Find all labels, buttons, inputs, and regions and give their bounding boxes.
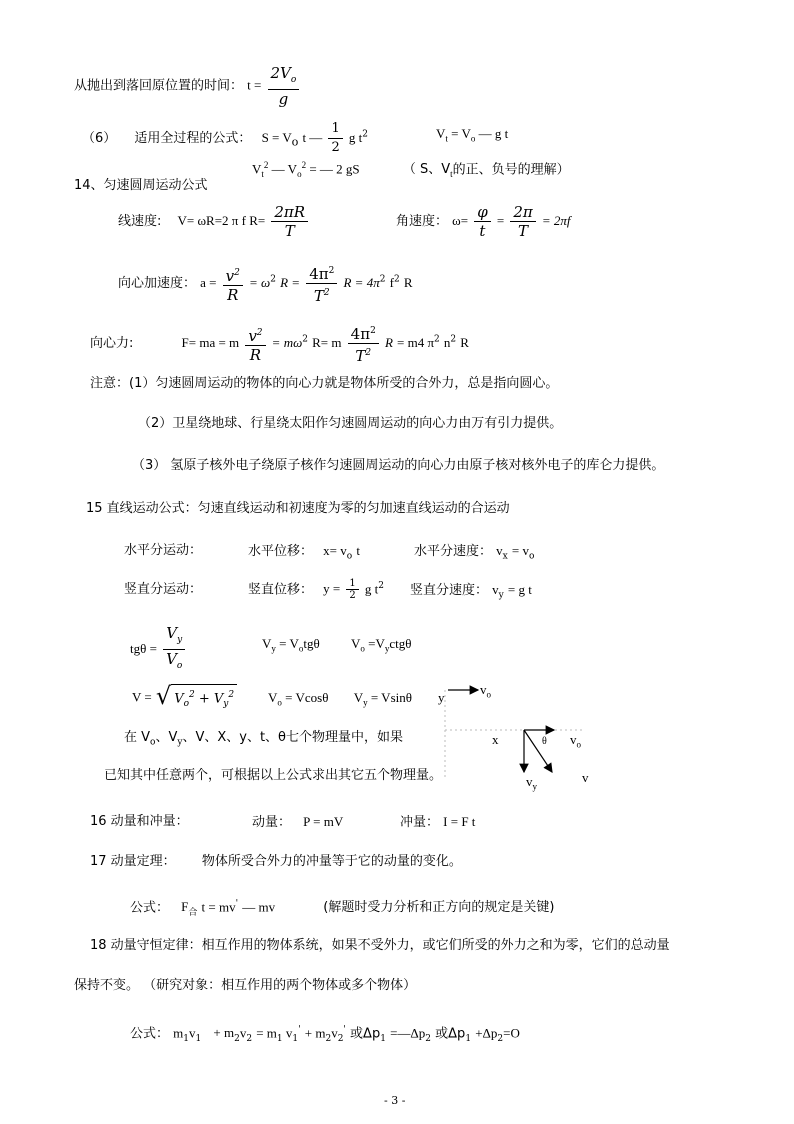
line-horizontal-velocity [414,543,534,565]
line-momentum [252,814,343,831]
line-vt2-formula [252,157,570,182]
sub: y [363,697,368,708]
r: R [460,335,469,350]
fraction-4pi2-T2 [348,322,379,365]
label: （6） [82,131,117,146]
x-t: t [356,543,360,558]
den: T [518,222,529,240]
sub: x [502,551,508,562]
sub: y [384,643,390,654]
sub: 合 [188,907,198,918]
sub: 1 [276,1033,283,1044]
label: 线速度: [118,214,162,229]
sup: 2 [370,326,376,336]
den: T [284,222,295,240]
sub: o [470,133,476,144]
v: v [480,682,487,697]
x-eq: x= v [323,543,347,558]
sub: o [150,737,156,748]
sub: 2 [246,1033,253,1044]
num: 1 [346,578,358,590]
sub: o [277,697,282,708]
v: v [331,1025,338,1041]
eq: = V [279,636,299,651]
label: 动量： [252,815,292,830]
sup: 2 [302,334,308,345]
sub: t [450,168,453,179]
tg: tgθ = [130,641,157,656]
num: 4π [309,265,329,283]
sup: 2 [362,129,368,140]
w-eq: ω= [452,213,469,228]
vt-end: — g t [478,126,509,141]
sub: y [177,737,183,748]
den: R [249,345,262,364]
line-conservation-cont: 保持不变。 （研究对象：相互作用的两个物体或多个物体） [74,978,417,993]
e2: V [353,690,364,705]
e1: V [262,636,272,651]
eq: =V [368,636,385,651]
m: m [173,1025,184,1041]
sub: 2 [234,1033,240,1044]
note: (解题时受力分析和正方向的规定是关键) [323,900,555,916]
f-eq: F= ma = m [181,335,240,350]
note-2: （2）卫星绕地球、行星绕太阳作匀速圆周运动的向心力由万有引力提供。 [138,416,563,431]
line-vy-vo-tg [262,636,411,657]
sup: 2 [378,581,385,591]
eq: R= m [312,335,342,350]
a: V [252,161,262,177]
fraction-vy-vo [163,624,185,675]
a-eq: a = [200,275,217,290]
den: R [227,285,239,304]
v: v [526,774,533,789]
tg: tgθ [303,636,320,651]
fraction-half [346,578,358,601]
eq: = m [256,1025,277,1041]
line-linear-speed [118,203,310,240]
vt-rest: = V [451,126,471,141]
label: 公式： [130,900,170,916]
c: = — 2 gS [309,161,360,177]
s-t: t — [302,130,323,145]
or: 或Δp [435,1026,466,1042]
num: v [248,326,257,345]
line-horizontal-motion [124,543,202,559]
line-horizontal-displacement [248,543,360,565]
v-arrow [524,730,552,772]
sub: o [486,689,491,700]
line-vo-vy-trig [268,690,412,711]
p-eq: P = mV [303,814,344,829]
sub: o [346,551,353,562]
eq: R = 4π [343,275,380,290]
v: v [239,1025,247,1041]
label: 水平分运动： [124,543,203,558]
plus: + m [304,1025,326,1041]
a: 在 V [124,730,151,745]
ctg: ctgθ [389,636,412,651]
fraction-2pi-T [510,203,535,240]
rest: t = mv [201,899,236,915]
t-eq: t = [247,77,262,93]
label: 水平位移： [248,544,314,559]
y-rest: g t [364,581,379,597]
label: 向心力: [90,336,134,351]
sub: 1 [292,1033,299,1044]
sub: o [290,75,297,85]
num: v [225,266,235,285]
v: v [570,732,577,747]
r: R [403,275,413,290]
b: 、V [155,730,178,745]
sub: y [177,635,183,645]
sup: 2 [228,690,235,700]
sup: 2 [450,334,457,345]
diagram-label-theta: θ [542,736,547,747]
label: 16 动量和冲量： [90,814,189,829]
eq: = ω [249,275,271,290]
sub: o [176,661,183,671]
prime: ' [235,899,239,909]
num: 2π [510,203,535,222]
line-momentum-formula [130,896,554,921]
sub: t [261,168,264,179]
sub: 1 [183,1033,190,1044]
label: 角速度： [396,214,449,229]
vt: V [436,126,446,141]
sup: 2 [434,334,440,345]
line-any-two: 已知其中任意两个，可根据以上公式求出其它五个物理量。 [104,768,443,783]
sub: 1 [465,1033,472,1044]
note: （ S、V [402,162,451,178]
sup: 2 [234,267,240,278]
sub: y [498,590,504,601]
sup: 2 [323,288,330,298]
eq: = [496,213,505,228]
den: t [479,222,486,240]
fraction-v2-R [223,264,243,304]
n: n [443,335,451,350]
diagram-label-vo-top [480,682,491,703]
sub: 2 [497,1033,504,1044]
fraction-4pi2-T2 [306,262,337,305]
plus: + V [198,691,224,707]
sub: 1 [195,1033,202,1044]
sqrt: √ $V_o^2 + V_y^2$ [156,684,237,712]
sub: y [532,781,537,792]
eq: = g t [507,582,532,597]
sub: t [445,133,448,144]
fraction-v2-R [245,324,265,364]
sup: 2 [393,274,400,285]
fraction-half [328,120,342,157]
sup: 2 [301,160,307,170]
sub: o [576,739,581,750]
line-vertical-velocity [410,582,532,604]
eq: =—Δp [390,1025,426,1041]
fraction-2piR-T [271,203,308,240]
diagram-label-y: y [438,690,445,705]
i-eq: I = F t [443,814,476,829]
line-vertical-motion [124,582,202,598]
num: 2πR [271,203,308,222]
e1: V [268,690,278,705]
line-vt-formula [436,126,508,147]
eq: = m4 π [397,335,435,350]
sub: 2 [325,1033,332,1044]
text: 适用全过程的公式： [134,131,252,146]
line-centripetal-force [90,322,469,365]
line-impulse [400,814,475,831]
line-tg [130,624,187,675]
prime: ' [343,1025,346,1035]
eq: = v [511,543,529,558]
label: 水平分速度： [414,544,493,559]
note-end: 的正、负号的理解） [452,162,570,178]
sup: 2 [189,690,195,700]
den: T [355,347,366,365]
num: φ [474,203,491,222]
eq: = Vcosθ [285,690,329,705]
label: 冲量： [400,815,440,830]
num: V [166,624,178,642]
sub: 1 [380,1033,386,1044]
line-16-momentum-impulse [90,814,189,830]
v-eq: V = [132,689,152,705]
line-18-conservation: 18 动量守恒定律：相互作用的物体系统，如果不受外力，或它们所受的外力之和为零，它们的总动量 [90,938,670,953]
plus: +Δp [475,1025,498,1041]
sub: y [271,643,276,654]
label: 公式： [130,1026,170,1042]
sup: 2 [328,266,335,276]
v: v [282,1025,293,1041]
e2: V [350,636,361,651]
text: 从抛出到落回原位置的时间： [74,78,244,94]
num: 4π [350,325,371,343]
page-number: - 3 - [384,1094,406,1107]
line-seven-quantities [124,730,403,751]
den: V [166,650,177,668]
eq: R = [280,275,301,290]
s-rest: g t [348,130,363,145]
f: F [181,899,189,915]
sup: 2 [256,327,263,338]
label: 竖直分速度： [410,583,489,598]
f: f [389,275,394,290]
velocity-diagram [440,680,590,790]
eq: = Vsinθ [370,690,412,705]
fraction-2vo-g [268,64,300,108]
eq: V= ωR=2 π f R= [177,213,266,228]
line-angular-speed [396,203,571,240]
line-17-momentum-theorem [90,854,462,870]
label: 竖直位移： [248,582,314,598]
label: 竖直分运动： [124,582,203,597]
end: — mv [242,899,276,915]
num: 2V [270,64,291,82]
diagram-label-vo-right [570,732,581,753]
sub: o [298,643,304,654]
line-conservation-formula [130,1022,520,1047]
den: T [313,287,324,305]
b: — V [271,161,298,177]
sub: o [297,168,302,179]
sub: 2 [337,1033,344,1044]
heading-15: 15 直线运动公式：匀速直线运动和初速度为零的匀加速直线运动的合运动 [86,501,510,516]
sub: o [528,551,535,562]
diagram-label-v: v [582,770,589,785]
den: g [278,90,289,108]
num: 1 [328,120,342,139]
eq: = 2πf [541,213,571,228]
line-vertical-displacement [248,578,384,601]
den: 2 [331,140,340,155]
v: v [189,1025,196,1041]
text: 物体所受合外力的冲量等于它的动量的变化。 [201,854,462,869]
diagram-label-vy [526,774,537,795]
vy: v [492,582,499,597]
sup: 2 [379,274,386,285]
sup: 2 [263,160,269,170]
plus: + m [213,1025,235,1041]
sub: o [360,643,365,654]
diagram-label-x: x [492,732,499,747]
label: 17 动量定理： [90,854,176,869]
sub: y [223,698,229,709]
eq: R [384,335,393,350]
r1: V [174,691,184,707]
sup: 2 [270,274,276,285]
heading-14: 14、匀速圆周运动公式 [74,178,208,193]
line-centripetal-accel [118,262,412,305]
den: 2 [349,590,356,602]
vx: v [496,543,503,558]
note-1: 注意：(1）匀速圆周运动的物体的向心力就是物体所受的合外力，总是指向圆心。 [90,376,559,391]
sup: 2 [365,348,372,358]
s-eq: S = V [261,130,292,145]
y-eq: y = [323,581,341,597]
line-throw-time [74,64,301,108]
label: 向心加速度： [118,276,197,291]
sub: o [183,698,189,709]
fraction-phi-t [474,203,491,240]
sub: 2 [425,1033,432,1044]
prime: ' [298,1025,301,1035]
note-3: （3） 氢原子核外电子绕原子核作匀速圆周运动的向心力由原子核对核外电子的库仑力提供。 [132,458,665,473]
sub: o [291,133,299,149]
line-v-sqrt [132,684,237,712]
or: 或Δp [350,1026,381,1042]
line-full-process [82,120,368,157]
c: 、V、X、y、t、θ七个物理量中，如果 [182,730,403,745]
zero: =O [503,1025,520,1041]
eq: = mω [271,335,303,350]
